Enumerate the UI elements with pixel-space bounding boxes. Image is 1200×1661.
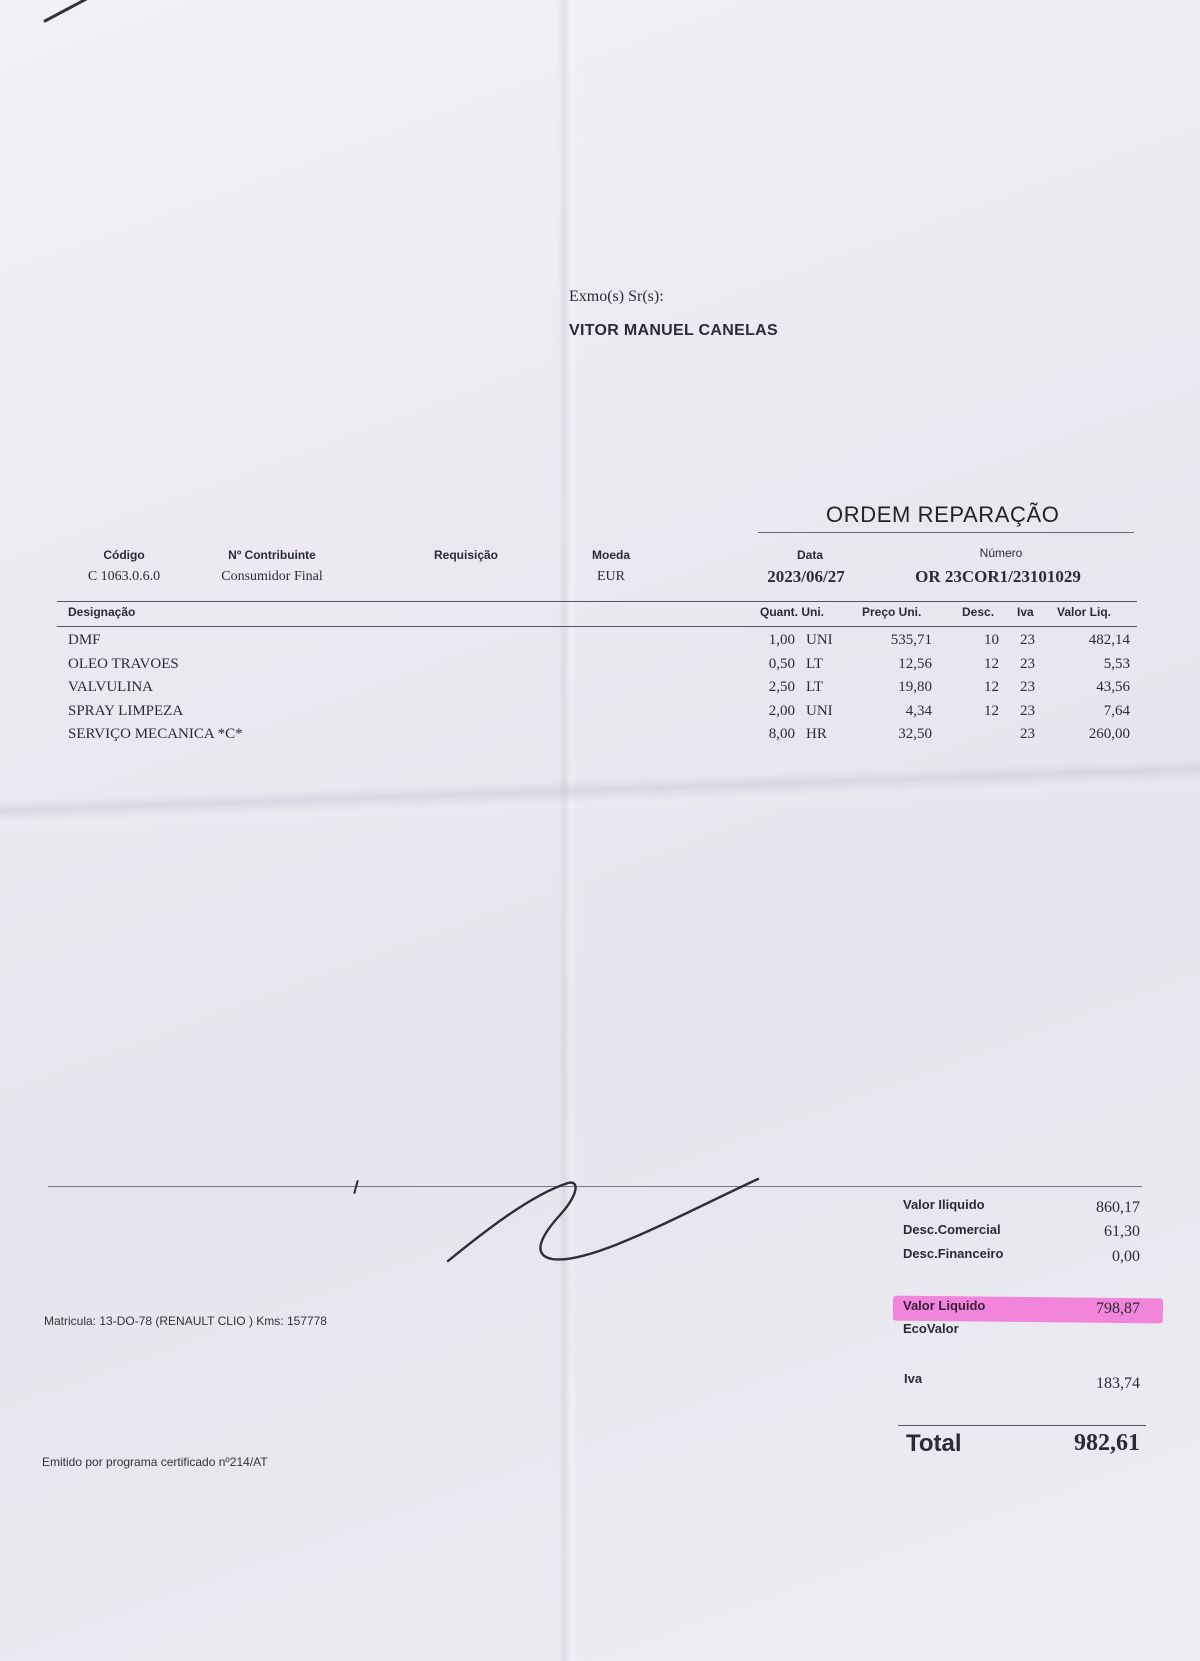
cell-iva: 23 — [1020, 679, 1035, 695]
cell-preco: 19,80 — [898, 679, 932, 695]
title-divider — [758, 532, 1134, 533]
table-row — [0, 679, 1200, 701]
cell-uni: UNI — [806, 702, 833, 719]
codigo-value: C 1063.0.6.0 — [87, 569, 161, 584]
cell-designacao: SERVIÇO MECANICA *C* — [68, 726, 243, 742]
contribuinte-label: Nº Contribuinte — [228, 548, 316, 562]
client-name: VITOR MANUEL CANELAS — [569, 322, 778, 339]
cell-iva: 23 — [1020, 726, 1035, 742]
moeda-value: EUR — [597, 569, 625, 584]
cell-desc: 12 — [984, 679, 999, 695]
cell-valor: 7,64 — [1103, 702, 1130, 719]
desc-financeiro-value: 0,00 — [1112, 1248, 1140, 1265]
certificado-text: Emitido por programa certificado nº214/AT — [42, 1455, 268, 1469]
contribuinte-value: Consumidor Final — [221, 569, 323, 584]
cell-designacao: SPRAY LIMPEZA — [68, 702, 184, 719]
cell-quant: 8,00 — [768, 726, 795, 742]
document-title: ORDEM REPARAÇÃO — [826, 502, 1060, 527]
cell-iva: 23 — [1020, 702, 1035, 719]
cell-quant: 0,50 — [768, 655, 795, 672]
table-header-rule — [57, 626, 1137, 627]
signature — [440, 1175, 770, 1265]
cell-iva: 23 — [1020, 632, 1035, 648]
cell-designacao: DMF — [68, 632, 101, 648]
cell-uni: LT — [806, 679, 823, 695]
table-row — [0, 656, 1200, 678]
iva-label: Iva — [904, 1371, 923, 1386]
codigo-label: Código — [103, 548, 145, 562]
cell-desc: 12 — [984, 702, 999, 719]
cell-iva: 23 — [1020, 655, 1035, 672]
table-row — [0, 632, 1200, 654]
desc-financeiro-label: Desc.Financeiro — [903, 1246, 1004, 1261]
cell-uni: UNI — [806, 632, 833, 648]
cell-preco: 535,71 — [890, 632, 932, 648]
total-label: Total — [906, 1430, 962, 1457]
table-top-rule — [57, 601, 1137, 602]
cell-designacao: VALVULINA — [68, 679, 154, 695]
cell-preco: 12,56 — [898, 655, 932, 672]
cell-preco: 32,50 — [898, 726, 932, 742]
cell-quant: 2,00 — [768, 702, 795, 719]
cell-uni: LT — [806, 655, 823, 672]
cell-uni: HR — [806, 726, 827, 742]
total-rule — [898, 1425, 1146, 1426]
desc-comercial-label: Desc.Comercial — [903, 1222, 1001, 1237]
numero-value: OR 23COR1/23101029 — [915, 567, 1081, 586]
col-designacao: Designação — [68, 605, 136, 619]
cell-desc: 12 — [984, 655, 999, 672]
valor-iliquido-value: 860,17 — [1096, 1199, 1140, 1216]
cell-quant: 1,00 — [768, 632, 795, 648]
col-valor-liq: Valor Liq. — [1057, 605, 1112, 619]
moeda-label: Moeda — [591, 548, 631, 562]
table-row — [0, 703, 1200, 725]
numero-label: Número — [979, 546, 1023, 560]
table-row — [0, 726, 1200, 748]
iva-value: 183,74 — [1096, 1375, 1140, 1392]
cell-preco: 4,34 — [905, 702, 932, 719]
col-desc: Desc. — [962, 605, 995, 619]
requisicao-label: Requisição — [433, 548, 499, 562]
ecovalor-label: EcoValor — [903, 1321, 959, 1336]
cell-valor: 5,53 — [1103, 655, 1130, 672]
total-value: 982,61 — [1074, 1430, 1140, 1456]
col-preco-uni: Preço Uni. — [862, 605, 922, 619]
desc-comercial-value: 61,30 — [1104, 1223, 1140, 1240]
col-quant-uni: Quant. Uni. — [760, 605, 824, 619]
col-iva: Iva — [1017, 605, 1034, 619]
valor-iliquido-label: Valor Iliquido — [903, 1197, 985, 1212]
cell-designacao: OLEO TRAVOES — [68, 655, 179, 672]
cell-valor: 482,14 — [1088, 632, 1130, 648]
cell-desc: 10 — [984, 632, 999, 648]
valor-liquido-value: 798,87 — [1096, 1300, 1140, 1317]
pen-mark — [43, 0, 101, 23]
pen-tick — [353, 1180, 359, 1194]
cell-valor: 260,00 — [1088, 726, 1130, 742]
matricula-text: Matricula: 13-DO-78 (RENAULT CLIO ) Kms: 157778 — [44, 1314, 327, 1328]
cell-valor: 43,56 — [1096, 679, 1130, 695]
cell-quant: 2,50 — [768, 679, 795, 695]
valor-liquido-label: Valor Liquido — [903, 1298, 986, 1313]
data-value: 2023/06/27 — [767, 567, 845, 586]
salutation: Exmo(s) Sr(s): — [569, 288, 664, 305]
data-label: Data — [796, 548, 824, 562]
